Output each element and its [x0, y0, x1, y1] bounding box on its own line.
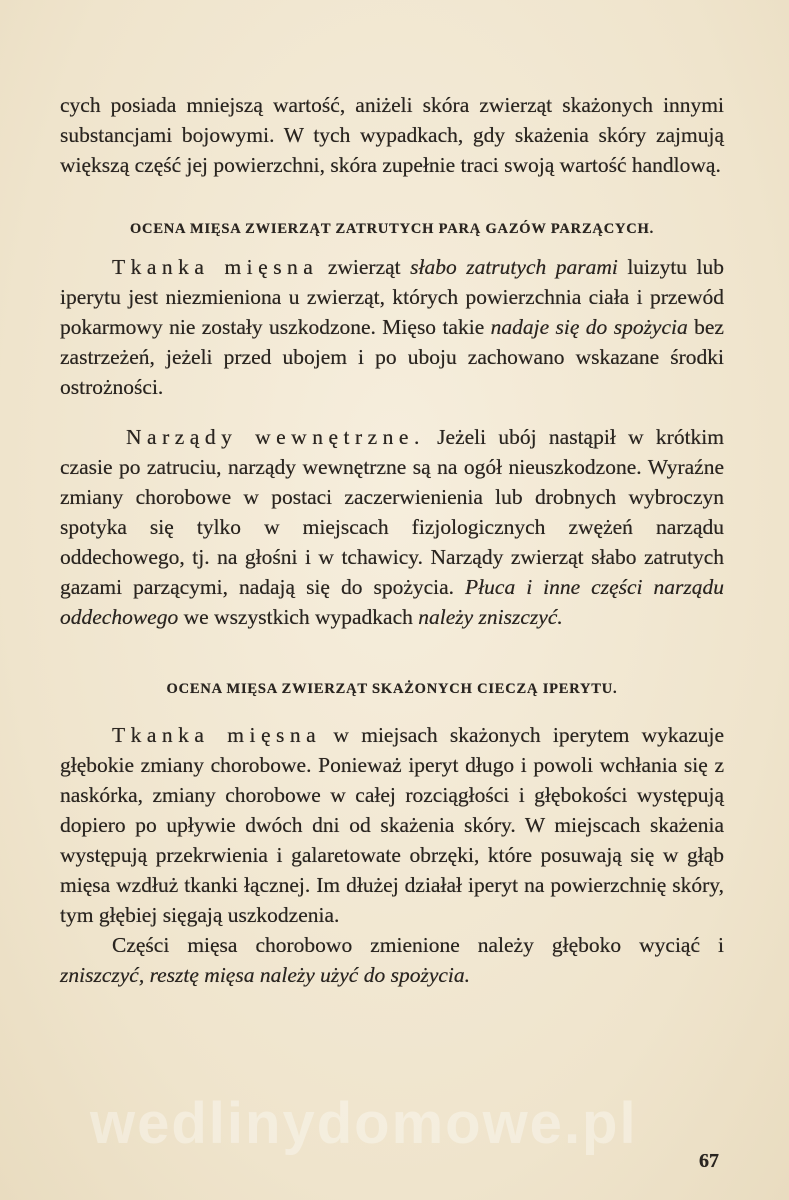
paragraph-continued: cych posiada mniejszą wartość, aniżeli skóra zwierząt skażonych innymi substancjami bojowymi. W tych wypadkach, gdy skażenia skóry zajmują większą część jej powierzchni, skóra zupełnie traci swoją wartość handlową.: [60, 93, 724, 177]
page-text: [60, 90, 724, 990]
spaced-term: Narządy wewnętrzne.: [126, 425, 425, 449]
text-run: bez zastrzeżeń, jeżeli przed ubojem i po uboju zachowano wskazane środki ostrożności.: [60, 315, 724, 399]
italic-run: Płuca i inne części narządu oddechowego: [60, 575, 724, 629]
italic-run: nadaje się do spożycia: [490, 315, 688, 339]
text-run: Części mięsa chorobowo zmienione należy głęboko wyciąć i: [112, 933, 724, 957]
section-heading-iperyt: OCENA MIĘSA ZWIERZĄT SKAŻONYCH CIECZĄ IPERYTU.: [166, 681, 618, 697]
page-number: 67: [699, 1150, 719, 1172]
section-heading-parzace: OCENA MIĘSA ZWIERZĄT ZATRUTYCH PARĄ GAZÓW PARZĄCYCH.: [129, 221, 655, 237]
text-run: w miejsach skażonych iperytem wykazuje głębokie zmiany chorobowe. Ponieważ iperyt długo i powoli wchłania się z naskórka, zmiany chorobowe w całej rozciągłości i głębokości występują dopiero po upływie dwóch dni od skażenia skóry. W miejscach skażenia występują przekrwienia i galaretowate obrzęki, które posuwają się w głąb mięsa wzdłuż tkanki łącznej. Im dłużej działał iperyt na powierzchnię skóry, tym głębiej sięgają uszkodzenia.: [60, 723, 725, 927]
spaced-term: Tkanka mięsna: [112, 723, 322, 747]
paragraph-tkanka-miesna-1: [60, 252, 724, 402]
italic-run: słabo zatrutych parami: [410, 255, 618, 279]
paragraph-czesci-miesa: [60, 930, 724, 990]
paragraph-tkanka-miesna-2: [60, 720, 724, 930]
paragraph-narzady: [60, 422, 724, 632]
spaced-term: Tkanka mięsna: [112, 255, 319, 279]
watermark: wedlinydomowe.pl: [90, 1091, 638, 1156]
text-run: we wszystkich wypadkach: [178, 605, 419, 629]
italic-run: zniszczyć, resztę mięsa należy użyć do spożycia.: [60, 963, 471, 987]
text-run: luizytu lub iperytu jest niezmieniona u zwierząt, których powierzchnia ciała i przewód pokarmowy nie zostały uszkodzone. Mięso takie: [60, 255, 724, 339]
text-run: Jeżeli ubój nastąpił w krótkim czasie po zatruciu, narządy wewnętrzne są na ogół nieuszkodzone. Wyraźne zmiany chorobowe w postaci zaczerwienienia lub drobnych wybroczyn spotyka się tylko w miejscach fizjologicznych zwężeń narządu oddechowego, tj. na głośni i w tchawicy. Narządy zwierząt słabo zatrutych gazami parzącymi, nadają się do spożycia.: [60, 425, 725, 599]
italic-run: należy zniszczyć.: [418, 605, 563, 629]
text-run: zwierząt: [318, 255, 411, 279]
